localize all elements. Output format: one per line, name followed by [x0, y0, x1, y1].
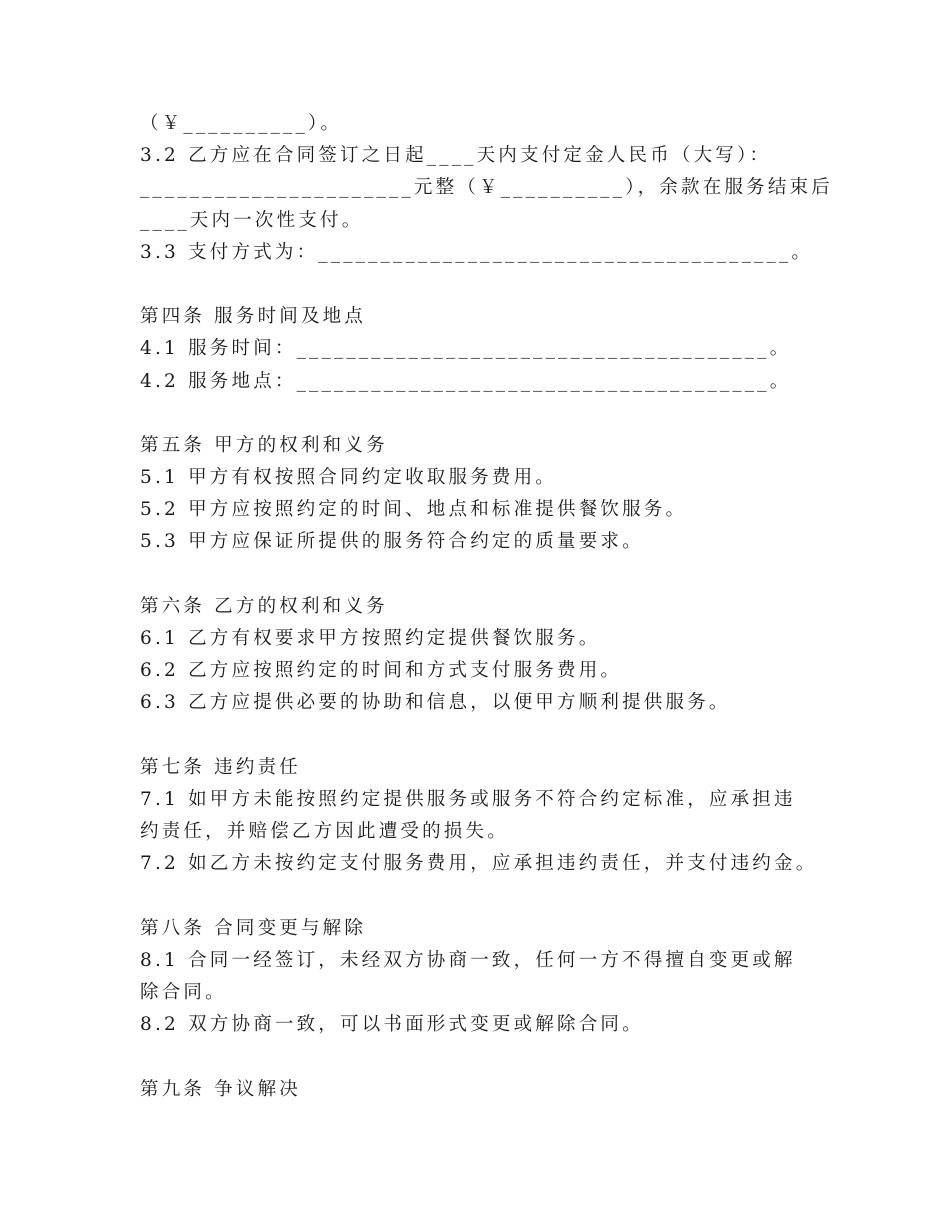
paragraph-gap — [140, 720, 840, 752]
clause-7-2: 7.2 如乙方未按约定支付服务费用，应承担违约责任，并支付违约金。 — [140, 853, 818, 875]
clause-3-2-line-2: ______________________元整（￥__________），余款在服务结束后 — [140, 177, 833, 199]
clause-3-2-line-1: 3.2 乙方应在合同签订之日起____天内支付定金人民币（大写）： — [140, 145, 772, 167]
clause-6-3: 6.3 乙方应提供必要的协助和信息，以便甲方顺利提供服务。 — [140, 692, 731, 714]
article-6-heading: 第六条 乙方的权利和义务 — [140, 595, 388, 617]
clause-5-3: 5.3 甲方应保证所提供的服务符合约定的质量要求。 — [140, 531, 644, 553]
clause-8-1-line-2: 除合同。 — [140, 982, 227, 1004]
clause-4-1: 4.1 服务时间：______________________________________。 — [140, 338, 792, 360]
deposit-amount-line-end: （￥__________）。 — [140, 113, 343, 134]
article-8-heading: 第八条 合同变更与解除 — [140, 917, 367, 939]
clause-8-2: 8.2 双方协商一致，可以书面形式变更或解除合同。 — [140, 1014, 644, 1036]
article-5-heading: 第五条 甲方的权利和义务 — [140, 434, 388, 456]
contract-page — [140, 108, 840, 1106]
paragraph-gap — [140, 398, 840, 430]
clause-5-2: 5.2 甲方应按照约定的时间、地点和标准提供餐饮服务。 — [140, 499, 688, 521]
article-4-heading: 第四条 服务时间及地点 — [140, 306, 367, 328]
paragraph-gap — [140, 1041, 840, 1073]
clause-7-1-line-2: 约责任，并赔偿乙方因此遭受的损失。 — [140, 821, 509, 843]
paragraph-gap — [140, 269, 840, 301]
article-7-heading: 第七条 违约责任 — [140, 756, 301, 778]
paragraph-gap — [140, 881, 840, 913]
article-9-heading: 第九条 争议解决 — [140, 1078, 301, 1100]
clause-6-1: 6.1 乙方有权要求甲方按照约定提供餐饮服务。 — [140, 628, 601, 649]
clause-8-1-line-1: 8.1 合同一经签订，未经双方协商一致，任何一方不得擅自变更或解 — [140, 949, 796, 971]
paragraph-gap — [140, 559, 840, 591]
clause-3-2-line-3: ____天内一次性支付。 — [140, 209, 364, 231]
clause-5-1: 5.1 甲方有权按照合同约定收取服务费用。 — [140, 467, 558, 489]
clause-3-3: 3.3 支付方式为：______________________________________。 — [140, 241, 814, 263]
clause-4-2: 4.2 服务地点：______________________________________。 — [140, 370, 792, 392]
clause-6-2: 6.2 乙方应按照约定的时间和方式支付服务费用。 — [140, 660, 623, 682]
clause-7-1-line-1: 7.1 如甲方未能按照约定提供服务或服务不符合约定标准，应承担违 — [140, 788, 796, 810]
